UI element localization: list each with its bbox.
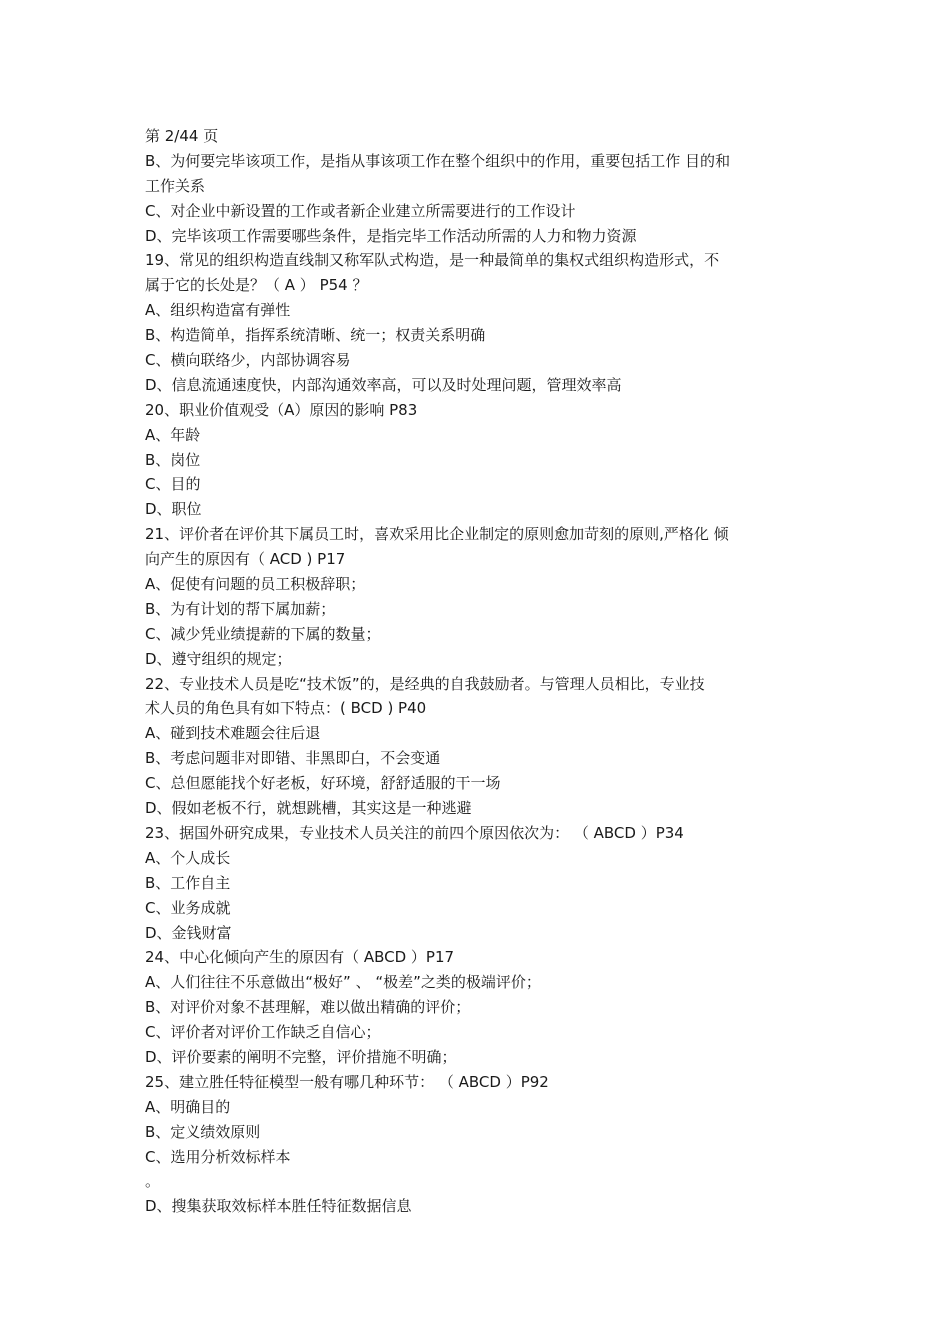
option-b: B、岗位: [145, 450, 201, 469]
option-d: D、评价要素的阐明不完整，评价措施不明确；: [145, 1047, 457, 1066]
option-d: D、搜集获取效标样本胜任特征数据信息: [145, 1197, 412, 1216]
question-19: 19、常见的组织构造直线制又称军队式构造，是一种最简单的集权式组织构造形式，不: [145, 251, 720, 270]
question-25: 25、建立胜任特征模型一般有哪几种环节： （ ABCD ）P92: [145, 1072, 549, 1091]
option-a: A、人们往往不乐意做出“极好” 、 “极差”之类的极端评价；: [145, 973, 541, 992]
option-a: A、年龄: [145, 425, 201, 444]
option-b: B、考虑问题非对即错、非黑即白，不会变通: [145, 749, 441, 768]
question-24: 24、中心化倾向产生的原因有（ ABCD ）P17: [145, 948, 455, 967]
question-20: 20、职业价值观受（A）原因的影响 P83: [145, 400, 418, 419]
text-line: C、对企业中新设置的工作或者新企业建立所需要进行的工作设计: [145, 201, 576, 220]
option-d: D、信息流通速度快，内部沟通效率高，可以及时处理问题，管理效率高: [145, 375, 622, 394]
option-a: A、个人成长: [145, 848, 231, 867]
document-body: [145, 149, 815, 1219]
option-b: B、定义绩效原则: [145, 1122, 261, 1141]
question-21: 21、评价者在评价其下属员工时，喜欢采用比企业制定的原则愈加苛刻的原则,严格化 倾: [145, 525, 729, 544]
option-a: A、明确目的: [145, 1097, 231, 1116]
text-line: 工作关系: [145, 176, 206, 195]
option-b: B、为有计划的帮下属加薪；: [145, 599, 336, 618]
option-a: A、碰到技术难题会往后退: [145, 724, 321, 743]
option-d: D、遵守组织的规定；: [145, 649, 292, 668]
document-page: [145, 124, 815, 1219]
question-22: 22、专业技术人员是吃“技术饭”的，是经典的自我鼓励者。与管理人员相比，专业技: [145, 674, 705, 693]
page-number: 第 2/44 页: [145, 127, 219, 145]
text-line: 属于它的长处是？（ A ） P54 ？: [145, 276, 368, 295]
stray-mark: 。: [145, 1172, 161, 1191]
option-c: C、总但愿能找个好老板，好环境，舒舒适服的干一场: [145, 774, 501, 793]
option-b: B、对评价对象不甚理解，难以做出精确的评价；: [145, 998, 471, 1017]
option-c: C、横向联络少，内部协调容易: [145, 351, 351, 370]
option-b: B、工作自主: [145, 873, 231, 892]
text-line: B、为何要完毕该项工作，是指从事该项工作在整个组织中的作用，重要包括工作 目的和: [145, 151, 731, 170]
option-c: C、业务成就: [145, 898, 231, 917]
option-d: D、职位: [145, 500, 202, 519]
option-c: C、减少凭业绩提薪的下属的数量；: [145, 624, 381, 643]
option-b: B、构造简单，指挥系统清晰、统一；权责关系明确: [145, 326, 486, 345]
text-line: 向产生的原因有（ ACD ) P17: [145, 550, 346, 569]
option-d: D、金钱财富: [145, 923, 232, 942]
option-c: C、目的: [145, 475, 201, 494]
question-23: 23、据国外研究成果，专业技术人员关注的前四个原因依次为： （ ABCD ）P34: [145, 823, 684, 842]
option-a: A、促使有问题的员工积极辞职；: [145, 575, 366, 594]
option-a: A、组织构造富有弹性: [145, 301, 291, 320]
option-c: C、选用分析效标样本: [145, 1147, 291, 1166]
text-line: 术人员的角色具有如下特点：( BCD ) P40: [145, 699, 427, 718]
option-d: D、假如老板不行，就想跳槽，其实这是一种逃避: [145, 799, 472, 818]
text-line: D、完毕该项工作需要哪些条件，是指完毕工作活动所需的人力和物力资源: [145, 226, 637, 245]
option-c: C、评价者对评价工作缺乏自信心；: [145, 1023, 381, 1042]
